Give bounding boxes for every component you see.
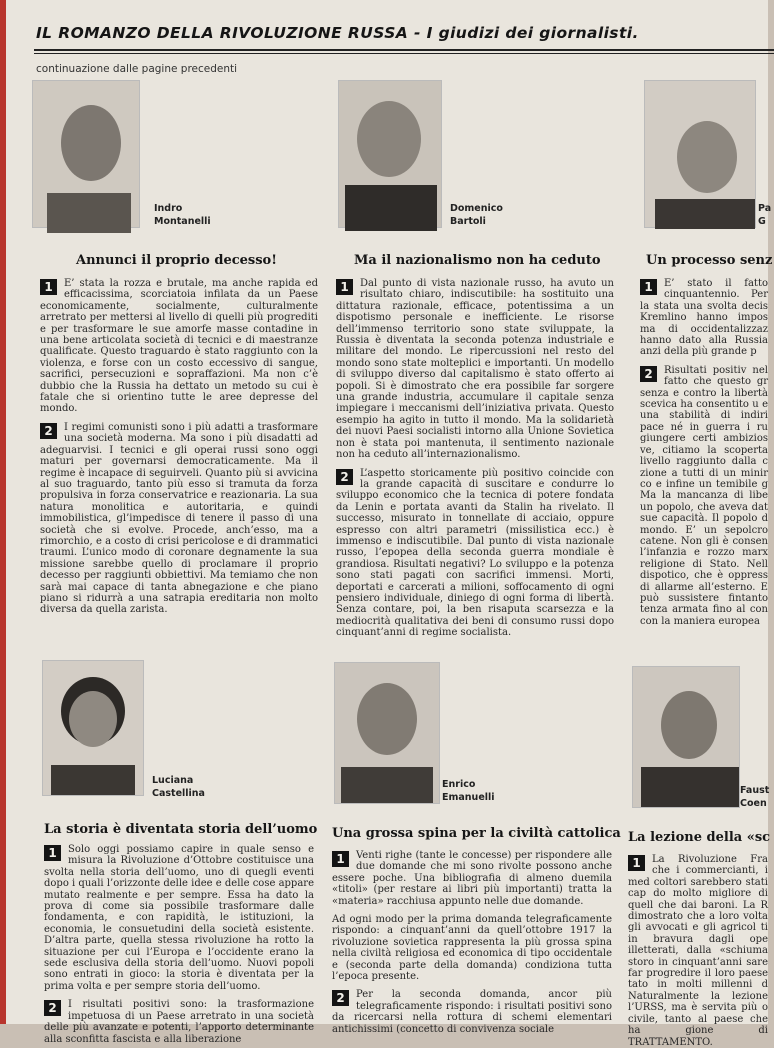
paragraph: Ad ogni modo per la prima domanda telegraficamente rispondo: a cinquant’anni da quell’ottobre 1917 la rivoluzione sovietica rappresenta la più grossa spina nella civiltà religiosa ed economica di tipo occidentale e (seconda parte della domanda) condiziona tutta l’epoca presente.	[332, 914, 612, 983]
article-column	[40, 278, 318, 658]
portrait-photo	[632, 666, 740, 808]
article-column	[332, 850, 612, 1035]
portrait-photo	[334, 662, 440, 804]
paragraph: 2 L’aspetto storicamente più positivo coincide con la grande capacità di suscitare e condurre lo sviluppo economico che la tecnica di potere fondata da Lenin e portata avanti da Stalin ha rivelato. Il successo, misurato in tonnellate di acciaio, oppure espresso con altri parametri (missilistica ecc.) è immenso e indiscutibile. Dal punto di vista nazionale russo, l’epopea della seconda guerra mondiale è grandiosa. Risultati negativi? Lo sviluppo e la potenza sono stati pagati con sacrifici immensi. Morti, deportati e carcerati a milioni, soffocamento di ogni pensiero individuale, diniego di ogni forma di libertà. Senza contare, poi, la ben risaputa scarsezza e la mediocrità qualitativa dei beni di consumo russi dopo cinquant’anni di regime socialista.	[336, 467, 614, 639]
portrait-photo	[42, 660, 144, 796]
header-rule-thin	[34, 53, 774, 54]
author-name: Pa G	[758, 203, 772, 227]
author-name: Indro Montanelli	[154, 203, 211, 227]
portrait-photo	[32, 80, 140, 228]
article-column	[336, 278, 614, 658]
article-column	[628, 854, 768, 1048]
paragraph: 2 I risultati positivi sono: la trasformazione impetuosa di un Paese arretrato in una società delle più avanzate e potenti, l’apporto determinante alla sconfitta fascista e alla liberazione	[44, 999, 314, 1045]
article-headline: Un processo senz	[646, 253, 773, 268]
page-header: IL ROMANZO DELLA RIVOLUZIONE RUSSA - I giudizi dei giornalisti.	[36, 24, 639, 42]
article-column	[44, 844, 314, 1045]
paragraph: 1 Solo oggi possiamo capire in quale senso e misura la Rivoluzione d’Ottobre costituisce una svolta nella storia dell’uomo, uno di quegli eventi dopo i quali l’orizzonte delle idee e delle cose appare mutato realmente e per sempre. Essa ha dato la prova di come sia possibile trasformare dalle fondamenta, e con rapidità, le istituzioni, la economia, le consuetudini della società esistente. D’altra parte, quella stessa rivoluzione ha rotto la situazione per cui l’Europa e l’occidente erano la sede esclusiva della storia dell’uomo. Nuovi popoli sono entrati in gioco: la storia è diventata per la prima volta e per sempre storia dell’uomo.	[44, 844, 314, 992]
article-headline: Una grossa spina per la civiltà cattolica	[332, 826, 621, 841]
paragraph: 1 La Rivoluzione Fra che i commercianti, i med coltori sarebbero stati cap do molto migliore di quell che dai baroni. La R dimostrato che a loro volta gli avvocati e gli agricol ti in bravura dagli ope illetterati, dalla «schiuma storo in cinquant’anni sare far progredire il loro paese tato in molti millenni d Naturalmente la lezione l’URSS, ma è servita più o civile, tanto al paese che ha gione di TRATTAMENTO.	[628, 854, 768, 1048]
magazine-page	[6, 0, 773, 1048]
author-name: Enrico Emanuelli	[442, 779, 495, 803]
paragraph: 1 E’ stato il fatto cinquantennio. Per la stata una svolta decis Kremlino hanno impos ma di occidentalizzaz hanno dato alla Russia anzi della più grande p	[640, 278, 768, 358]
article-headline: Annunci il proprio decesso!	[76, 253, 277, 268]
author-name: Faust Coen	[740, 785, 770, 809]
paragraph: 2 Risultati positiv nel fatto che questo gr senza e contro la libertà scevica ha consentito u e una stabilità di indiri pace né in guerra i ru giungere certi ambizios ve, citiamo la scoperta livello raggiunto dalla c zione a tutti di un minir co e infine un temibile g Ma la mancanza di libe un popolo, che aveva dat sue capacità. Il popolo d mondo. E’ un sepolcro catene. Non gli è consen l’infanzia e rozzo marx religione di Stato. Nell dispotico, che è oppress di allarme all’esterno. E può sussistere fintanto tenza armata fino al con con la maniera europea	[640, 364, 768, 627]
paragraph: 1 E’ stata la rozza e brutale, ma anche rapida ed efficacissima, scorciatoia infilata da un Paese economicamente, socialmente, culturalmente arretrato per mettersi al livello di quelli più progrediti e per trasformare le sue amorfe masse contadine in una bene articolata società di tecnici e di maestranze qualificate. Questo traguardo è stato raggiunto con la violenza, e forse con un costo eccessivo di sangue, sacrifici, persecuzioni e sopraffazioni. Ma non c’è dubbio che la Russia ha dettato un metodo su cui è fatale che si orientino tutte le aree depresse del mondo.	[40, 278, 318, 415]
header-rule	[34, 49, 774, 51]
paragraph: 2 I regimi comunisti sono i più adatti a trasformare una società moderna. Ma sono i più disadatti ad adeguarvisi. I tecnici e gli operai russi sono oggi maturi per governarsi democraticamente. Ma il regime è incapace di seguirveli. Quanto più si avvicina al suo traguardo, tanto più esso si tramuta da forza propulsiva in forza conservatrice e reazionaria. La sua natura monolitica e autoritaria, e quindi immobilistica, gl’impedisce di tenere il passo di una società che si evolve. Procede, anch’esso, ma a rimorchio, e a costo di crisi pericolose e di drammatici traumi. L’unico modo di coronare degnamente la sua missione sarebbe quello di proclamare il proprio decesso per raggiunti obbiettivi. Ma temiamo che non sarà mai capace di tanta abnegazione e che piano piano si ridurrà a una satrapia ereditaria non molto diversa da quella zarista.	[40, 421, 318, 616]
paragraph: 1 Dal punto di vista nazionale russo, ha avuto un risultato chiaro, indiscutibile: ha sostituito una dittatura razionale, efficace, potentissima a un dispotismo personale e inefficiente. Le risorse dell’immenso territorio sono state sviluppate, la Russia è diventata la seconda potenza industriale e militare del mondo. Le ripercussioni nel resto del mondo sono state molteplici e importanti. Un modello di sviluppo diverso dal capitalismo è stato offerto ai popoli. Si è dimostrato che era possibile far sorgere una grande industria, accumulare il capitale senza impiegare i meccanismi dell’iniziativa privata. Questo esempio ha agito in tutto il mondo. Ma la solidarietà dei nuovi Paesi socialisti intorno alla Unione Sovietica non è stata poi mantenuta, il sentimento nazionale non ha ceduto all’internazionalismo.	[336, 278, 614, 461]
article-headline: La lezione della «sc	[628, 830, 771, 845]
author-name: Luciana Castellina	[152, 775, 205, 799]
article-headline: Ma il nazionalismo non ha ceduto	[354, 253, 601, 268]
paragraph: 1 Venti righe (tante le concesse) per rispondere alle due domande che mi sono rivolte possono anche essere poche. Una bibliografia di almeno duemila «titoli» (per restare ai libri più importanti) tratta la «materia» racchiusa appunto nelle due domande.	[332, 850, 612, 907]
article-column	[640, 278, 768, 658]
portrait-photo	[338, 80, 442, 228]
author-name: Domenico Bartoli	[450, 203, 503, 227]
paragraph: 2 Per la seconda domanda, ancor più telegraficamente rispondo: i risultati positivi sono da ricercarsi nella rottura di schemi elementari antichissimi (concetto di convivenza sociale	[332, 989, 612, 1035]
continuation-note: continuazione dalle pagine precedenti	[36, 63, 238, 75]
article-headline: La storia è diventata storia dell’uomo	[44, 822, 318, 837]
portrait-photo	[644, 80, 756, 228]
